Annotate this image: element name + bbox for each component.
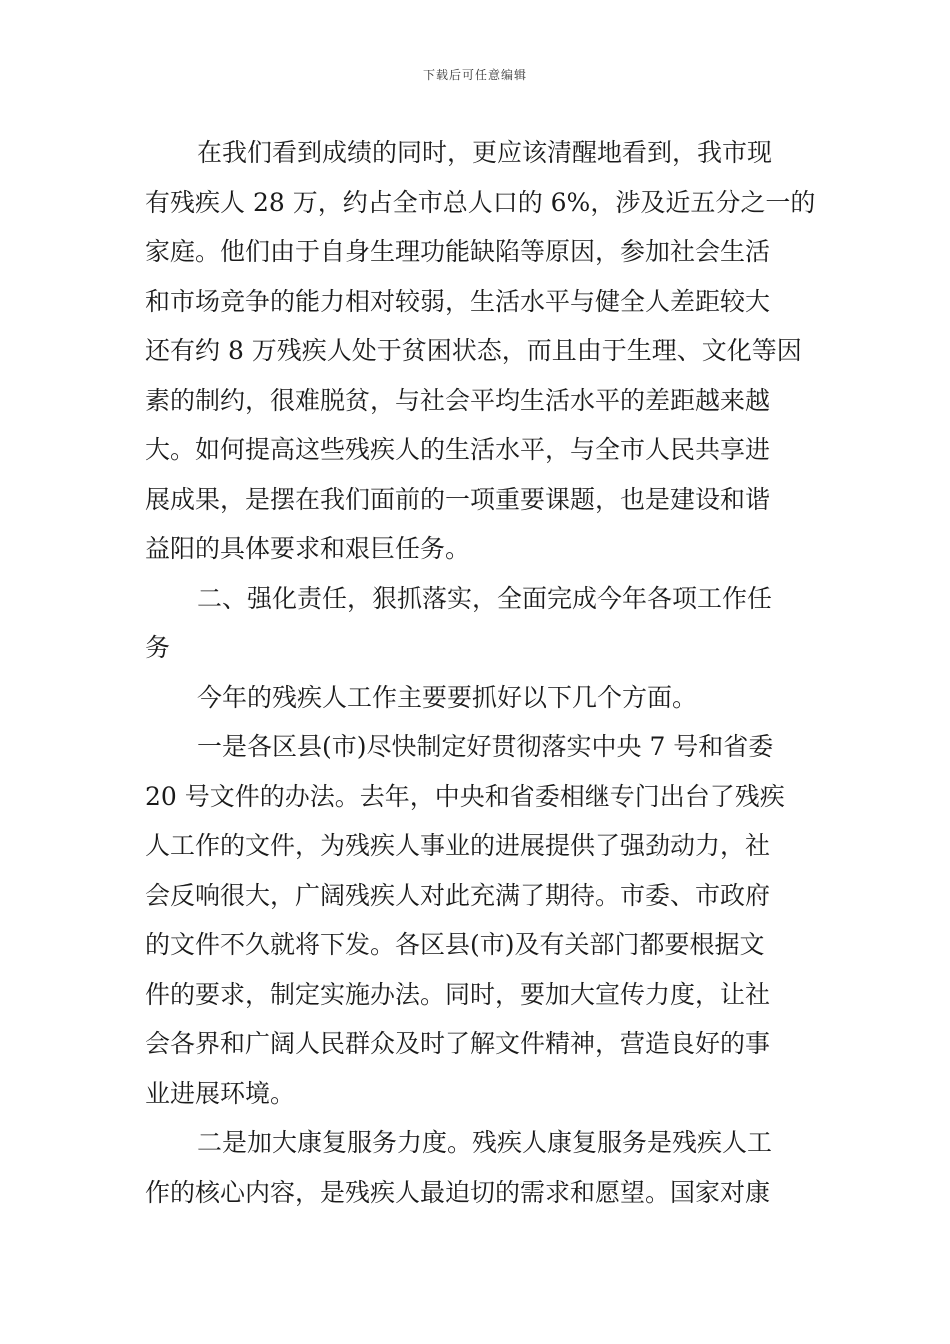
page-header: 下载后可任意编辑 (422, 68, 527, 82)
text-line: 还有约 8 万残疾人处于贫困状态，而且由于生理、文化等因 (145, 336, 802, 365)
text-line: 二、强化责任，狠抓落实，全面完成今年各项工作任 (197, 583, 773, 613)
text-line: 展成果，是摆在我们面前的一项重要课题，也是建设和谐 (145, 484, 771, 514)
text-line: 一是各区县(市)尽快制定好贯彻落实中央 7 号和省委 (197, 732, 774, 761)
text-line: 在我们看到成绩的同时，更应该清醒地看到，我市现 (197, 138, 773, 167)
text-line: 益阳的具体要求和艰巨任务。 (145, 534, 471, 563)
text-line: 家庭。他们由于自身生理功能缺陷等原因，参加社会生活 (145, 237, 771, 266)
document-body (145, 128, 816, 1217)
text-line: 大。如何提高这些残疾人的生活水平，与全市人民共享进 (145, 435, 771, 464)
text-line: 会各界和广阔人民群众及时了解文件精神，营造良好的事 (145, 1029, 771, 1058)
text-line: 和市场竞争的能力相对较弱，生活水平与健全人差距较大 (145, 286, 771, 316)
text-line: 二是加大康复服务力度。残疾人康复服务是残疾人工 (197, 1128, 773, 1157)
text-line: 件的要求，制定实施办法。同时，要加大宣传力度，让社 (145, 979, 771, 1009)
text-line: 素的制约，很难脱贫，与社会平均生活水平的差距越来越 (145, 385, 771, 415)
text-line: 20 号文件的办法。去年，中央和省委相继专门出台了残疾 (145, 781, 785, 811)
text-line: 的文件不久就将下发。各区县(市)及有关部门都要根据文 (145, 930, 765, 959)
text-line: 作的核心内容，是残疾人最迫切的需求和愿望。国家对康 (145, 1177, 771, 1207)
text-line: 会反响很大，广阔残疾人对此充满了期待。市委、市政府 (145, 880, 771, 910)
text-line: 人工作的文件，为残疾人事业的进展提供了强劲动力，社 (145, 831, 771, 860)
text-line: 业进展环境。 (145, 1078, 296, 1108)
text-line: 务 (145, 633, 171, 662)
text-line: 有残疾人 28 万，约占全市总人口的 6%，涉及近五分之一的 (145, 187, 816, 217)
text-line: 今年的残疾人工作主要要抓好以下几个方面。 (197, 682, 698, 712)
